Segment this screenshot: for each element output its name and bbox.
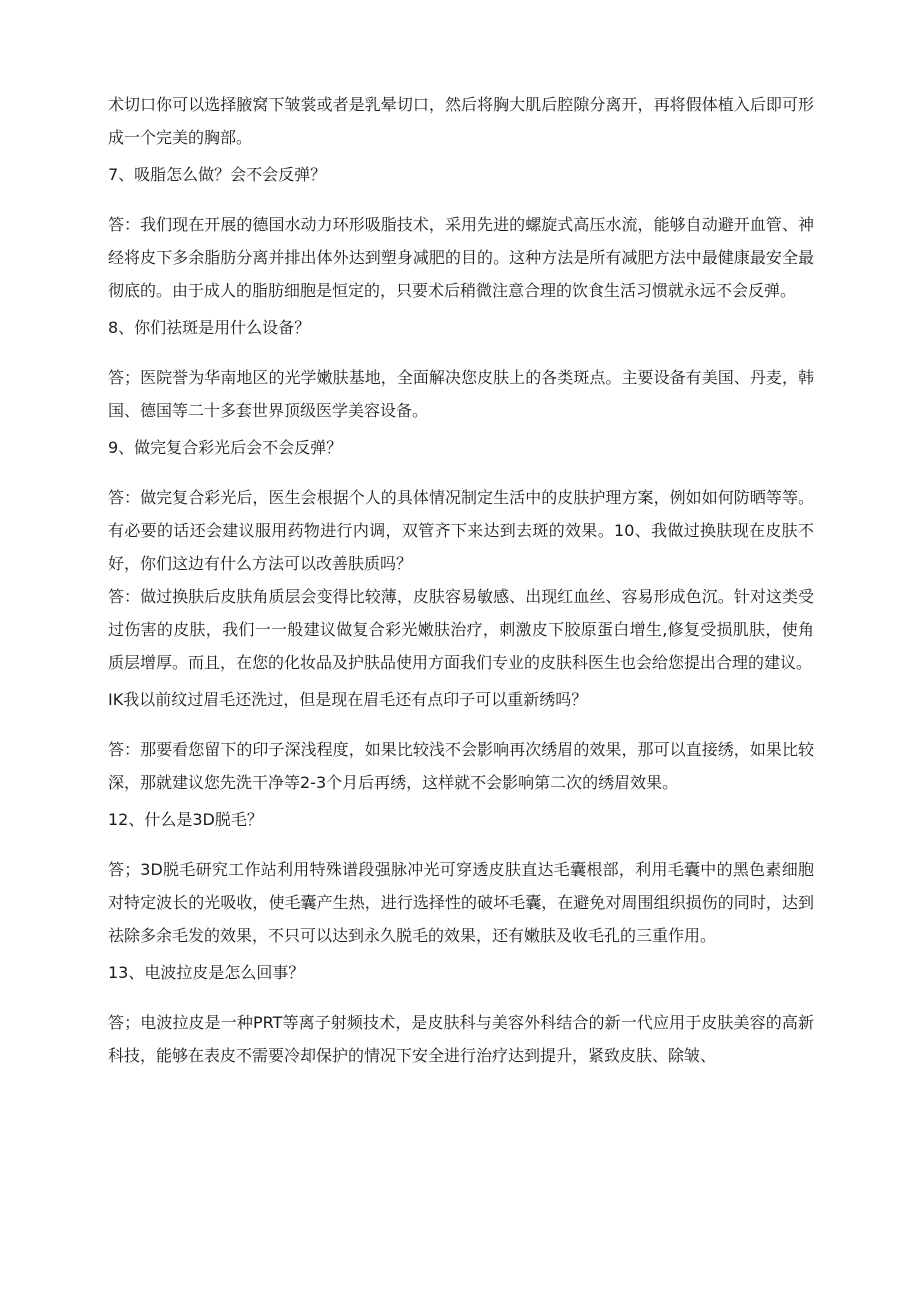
answer-12: 答；3D脱毛研究工作站利用特殊谱段强脉冲光可穿透皮肤直达毛囊根部，利用毛囊中的黑色素细胞对特定波长的光吸收，使毛囊产生热，进行选择性的破坏毛囊，在避免对周围组织损伤的同时，达到祛除多余毛发的效果，不只可以达到永久脱毛的效果，还有嫩肤及收毛孔的三重作用。 [108,860,814,945]
question-8: 8、你们祛斑是用什么设备？ [108,318,311,337]
answer-10: 答：做过换肤后皮肤角质层会变得比较薄，皮肤容易敏感、出现红血丝、容易形成色沉。针对这类受过伤害的皮肤，我们一一般建议做复合彩光嫩肤治疗，刺激皮下胶原蛋白增生,修复受损肌肤，使角质层增厚。而且，在您的化妆品及护肤品使用方面我们专业的皮肤科医生也会给您提出合理的建议。 [108,587,814,672]
question-7: 7、吸脂怎么做？会不会反弹？ [108,165,327,184]
question-12: 12、什么是3D脱毛？ [108,810,263,829]
answer-11: 答：那要看您留下的印子深浅程度，如果比较浅不会影响再次绣眉的效果，那可以直接绣，如果比较深，那就建议您先洗干净等2-3个月后再绣，这样就不会影响第二次的绣眉效果。 [108,740,814,792]
answer-13: 答；电波拉皮是一种PRT等离子射频技术，是皮肤科与美容外科结合的新一代应用于皮肤美容的高新科技，能够在表皮不需要冷却保护的情况下安全进行治疗达到提升，紧致皮肤、除皱、 [108,1013,814,1065]
document-body [108,88,814,1072]
question-11: IK我以前纹过眉毛还洗过，但是现在眉毛还有点印子可以重新绣吗？ [108,690,588,709]
question-13: 13、电波拉皮是怎么回事？ [108,963,305,982]
answer-7: 答：我们现在开展的德国水动力环形吸脂技术，采用先进的螺旋式高压水流，能够自动避开血管、神经将皮下多余脂肪分离并排出体外达到塑身减肥的目的。这种方法是所有减肥方法中最健康最安全最彻底的。由于成人的脂肪细胞是恒定的，只要术后稍微注意合理的饮食生活习惯就永远不会反弹。 [108,215,814,300]
paragraph-continuation: 术切口你可以选择腋窝下皱裳或者是乳晕切口，然后将胸大肌后腔隙分离开，再将假体植入后即可形成一个完美的胸部。 [108,95,814,147]
question-9: 9、做完复合彩光后会不会反弹？ [108,438,343,457]
answer-8: 答；医院誉为华南地区的光学嫩肤基地，全面解决您皮肤上的各类斑点。主要设备有美国、丹麦，韩国、德国等二十多套世界顶级医学美容设备。 [108,368,814,420]
answer-9: 答：做完复合彩光后，医生会根据个人的具体情况制定生活中的皮肤护理方案，例如如何防晒等等。有必要的话还会建议服用药物进行内调，双管齐下来达到去斑的效果。10、我做过换肤现在皮肤不好，你们这边有什么方法可以改善肤质吗？ [108,488,814,573]
